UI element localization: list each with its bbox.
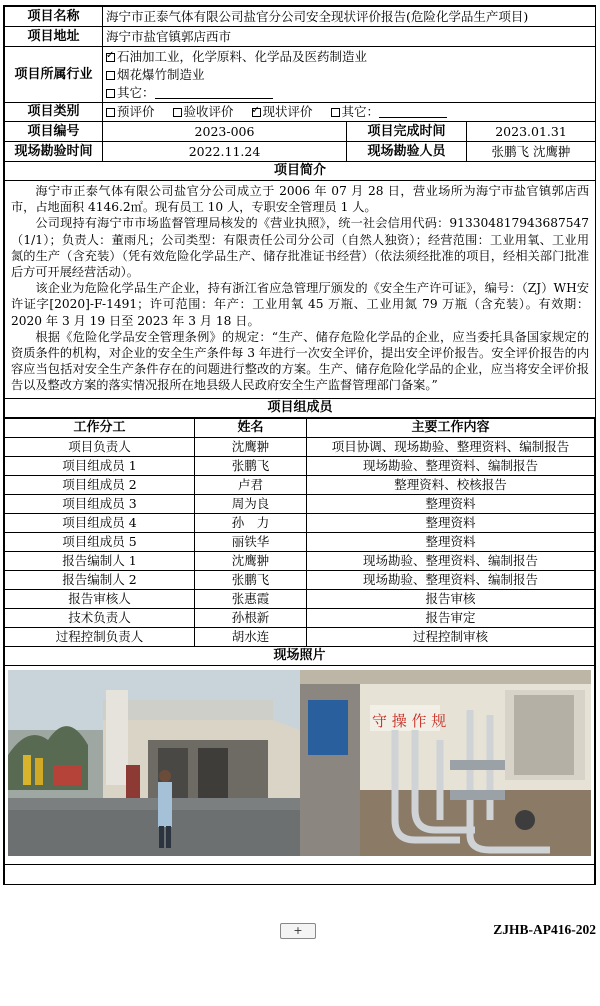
report-sheet bbox=[3, 5, 596, 885]
checkbox-checked-icon bbox=[252, 108, 261, 117]
industry-options bbox=[103, 47, 596, 103]
team-work: 现场勘验、整理资料、编制报告 bbox=[307, 551, 595, 570]
intro-title: 项目简介 bbox=[5, 162, 596, 181]
project-number: 2023-006 bbox=[103, 122, 347, 142]
team-row bbox=[5, 551, 595, 570]
team-member-name: 沈鹰翀 bbox=[195, 437, 307, 456]
team-row bbox=[5, 589, 595, 608]
team-member-name: 张鹏飞 bbox=[195, 456, 307, 475]
label-industry: 项目所属行业 bbox=[5, 47, 103, 103]
plant-exterior-image bbox=[8, 670, 300, 856]
intro-paragraph: 该企业为危险化学品生产企业，持有浙江省应急管理厅颁发的《安全生产许可证》，编号：（ZJ）WH安许证字[2020]-F-1491；许可范围：年产：工业用氧 45 万瓶、工业用氮 79 万瓶（含充装）。有效期：2020 年 3 月 19 日至 2023 年 3 月 18 日。 bbox=[11, 281, 590, 328]
team-row bbox=[5, 532, 595, 551]
label-project-name: 项目名称 bbox=[5, 7, 103, 27]
site-photos bbox=[5, 666, 594, 864]
team-row bbox=[5, 456, 595, 475]
team-member-name: 孙根新 bbox=[195, 608, 307, 627]
team-row bbox=[5, 494, 595, 513]
checkbox-icon bbox=[106, 108, 115, 117]
team-member-name: 张鹏飞 bbox=[195, 570, 307, 589]
intro-paragraph: 根据《危险化学品安全管理条例》的规定：“生产、储存危险化学品的企业，应当委托具备国家规定的资质条件的机构，对企业的安全生产条件每 3 年进行一次安全评价，提出安全评价报告。安全评价报告的内容应当包括对安全生产条件存在的问题进行整改的方案。生产、储存危险化学品的企业，应当将安全评价报告以及整改方案的落实情况报所在地县级人民政府安全生产监督管理部门备案。” bbox=[11, 329, 590, 393]
safety-sign-text: 守 操 作 规 bbox=[371, 711, 446, 730]
checkbox-icon bbox=[331, 108, 340, 117]
team-work: 报告审定 bbox=[307, 608, 595, 627]
type-option-current: ✓ 现状评价 bbox=[252, 104, 313, 119]
project-address: 海宁市盐官镇郭店西市 bbox=[103, 27, 596, 47]
team-member-name: 孙 力 bbox=[195, 513, 307, 532]
blank-line bbox=[379, 105, 447, 118]
team-role: 项目组成员 5 bbox=[5, 532, 195, 551]
add-button[interactable]: + bbox=[280, 923, 316, 939]
photos-title: 现场照片 bbox=[5, 646, 595, 665]
checkbox-icon bbox=[106, 71, 115, 80]
type-option-other: 其它： bbox=[331, 104, 448, 119]
team-role: 技术负责人 bbox=[5, 608, 195, 627]
team-row bbox=[5, 475, 595, 494]
industry-option-2: 烟花爆竹制造业 bbox=[106, 66, 592, 84]
blank-line bbox=[155, 86, 273, 99]
team-role: 报告编制人 2 bbox=[5, 570, 195, 589]
team-work: 现场勘验、整理资料、编制报告 bbox=[307, 570, 595, 589]
label-survey-staff: 现场勘验人员 bbox=[347, 142, 467, 162]
plant-interior-image bbox=[300, 670, 592, 856]
checkbox-checked-icon bbox=[106, 53, 115, 62]
team-table bbox=[4, 418, 595, 885]
project-info-table bbox=[4, 6, 596, 418]
industry-option-3: 其它： bbox=[106, 84, 592, 102]
document-code: ZJHB-AP416-202 bbox=[493, 922, 596, 937]
checkbox-icon bbox=[106, 89, 115, 98]
team-work: 现场勘验、整理资料、编制报告 bbox=[307, 456, 595, 475]
project-name: 海宁市正泰气体有限公司盐官分公司安全现状评价报告(危险化学品生产项目) bbox=[103, 7, 596, 27]
team-header-name: 姓名 bbox=[195, 418, 307, 437]
team-member-name: 卢君 bbox=[195, 475, 307, 494]
team-header-work: 主要工作内容 bbox=[307, 418, 595, 437]
label-survey-time: 现场勘验时间 bbox=[5, 142, 103, 162]
survey-time: 2022.11.24 bbox=[103, 142, 347, 162]
type-options bbox=[103, 103, 596, 122]
photo-plant-exterior bbox=[8, 670, 300, 856]
team-member-name: 张惠霞 bbox=[195, 589, 307, 608]
team-role: 项目组成员 2 bbox=[5, 475, 195, 494]
team-role: 项目负责人 bbox=[5, 437, 195, 456]
type-option-pre: 预评价 bbox=[106, 104, 155, 119]
industry-option-1: ✓石油加工业，化学原料、化学品及医药制造业 bbox=[106, 48, 592, 66]
team-member-name: 胡水连 bbox=[195, 627, 307, 646]
photo-plant-interior bbox=[300, 670, 592, 856]
team-row bbox=[5, 513, 595, 532]
team-role: 报告编制人 1 bbox=[5, 551, 195, 570]
label-finish-time: 项目完成时间 bbox=[347, 122, 467, 142]
finish-time: 2023.01.31 bbox=[467, 122, 596, 142]
label-type: 项目类别 bbox=[5, 103, 103, 122]
team-role: 项目组成员 3 bbox=[5, 494, 195, 513]
team-role: 项目组成员 1 bbox=[5, 456, 195, 475]
team-rows bbox=[5, 437, 595, 646]
type-option-accept: 验收评价 bbox=[173, 104, 234, 119]
team-row bbox=[5, 608, 595, 627]
team-role: 报告审核人 bbox=[5, 589, 195, 608]
team-role: 过程控制负责人 bbox=[5, 627, 195, 646]
team-work: 整理资料、校核报告 bbox=[307, 475, 595, 494]
team-row bbox=[5, 570, 595, 589]
team-row bbox=[5, 627, 595, 646]
label-number: 项目编号 bbox=[5, 122, 103, 142]
team-member-name: 丽铁华 bbox=[195, 532, 307, 551]
team-member-name: 周为良 bbox=[195, 494, 307, 513]
team-work: 过程控制审核 bbox=[307, 627, 595, 646]
intro-body bbox=[5, 181, 596, 399]
team-header-role: 工作分工 bbox=[5, 418, 195, 437]
team-title: 项目组成员 bbox=[5, 398, 596, 417]
team-work: 整理资料 bbox=[307, 494, 595, 513]
label-project-address: 项目地址 bbox=[5, 27, 103, 47]
team-role: 项目组成员 4 bbox=[5, 513, 195, 532]
checkbox-icon bbox=[173, 108, 182, 117]
team-row bbox=[5, 437, 595, 456]
team-work: 整理资料 bbox=[307, 513, 595, 532]
team-work: 报告审核 bbox=[307, 589, 595, 608]
team-work: 整理资料 bbox=[307, 532, 595, 551]
intro-paragraph: 公司现持有海宁市市场监督管理局核发的《营业执照》，统一社会信用代码：91330481794368754​7（1/1）；负责人：董雨凡；公司类型：有限责任公司分公司（自然人独资）；经营范围：工业用氧、工业用氮的生产（含充装）（凭有效危险化学品生产、储存批准证书经营）（依法须经批准的项目，经相关部门批准后方可开展经营活动）。 bbox=[11, 216, 590, 280]
team-member-name: 沈鹰翀 bbox=[195, 551, 307, 570]
survey-staff: 张鹏飞 沈鹰翀 bbox=[467, 142, 596, 162]
team-work: 项目协调、现场勘验、整理资料、编制报告 bbox=[307, 437, 595, 456]
intro-paragraph: 海宁市正泰气体有限公司盐官分公司成立于 2006 年 07 月 28 日，营业场所为海宁市盐官镇郭店西市，占地面积 4146.2㎡。现有员工 10 人，专职安全管理员 1 人。 bbox=[11, 184, 590, 215]
